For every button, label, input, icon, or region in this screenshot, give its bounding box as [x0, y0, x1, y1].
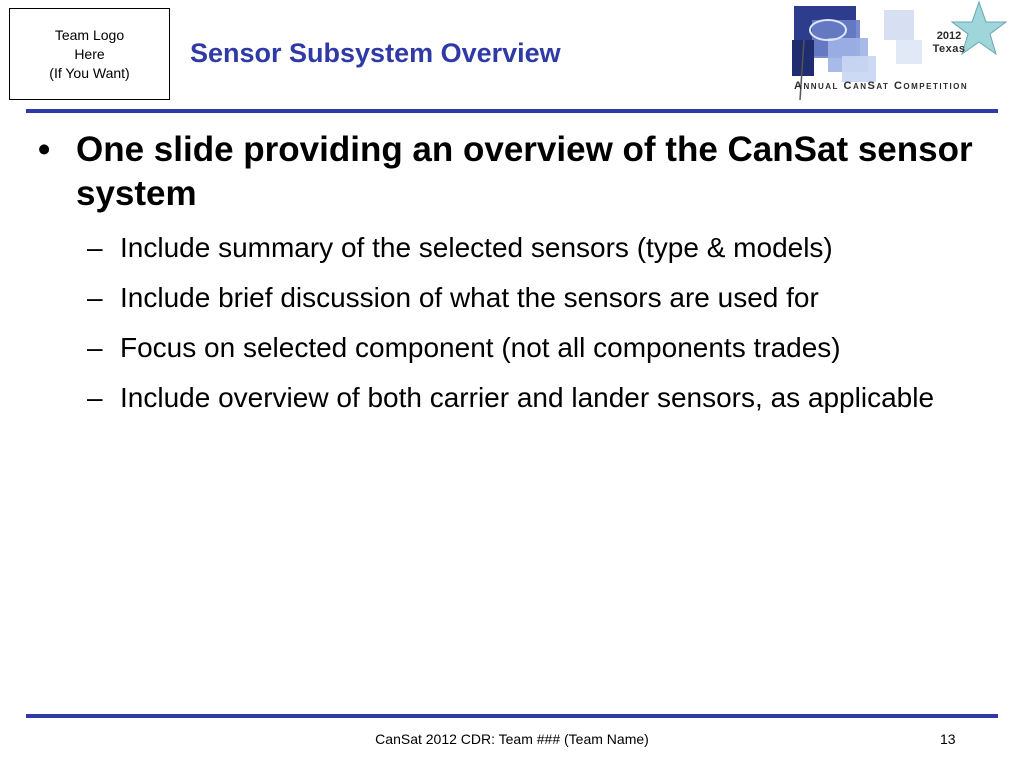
- footer-divider: [26, 714, 998, 718]
- logo-caption: Annual CanSat Competition: [794, 80, 969, 92]
- sub-bullet-text: Include overview of both carrier and lander sensors, as applicable: [120, 382, 935, 413]
- main-bullet-text: One slide providing an overview of the CanSat sensor system: [76, 130, 973, 213]
- bullet-dash: –: [87, 232, 103, 263]
- sub-bullet: [38, 228, 980, 268]
- sub-bullet-text: Focus on selected component (not all components trades): [120, 332, 841, 363]
- bullet-dash: –: [87, 332, 103, 363]
- cansat-competition-logo: [784, 0, 1008, 104]
- sub-bullet: [38, 328, 980, 368]
- sub-bullet: [38, 278, 980, 318]
- bullet-dot: •: [38, 130, 51, 169]
- team-logo-placeholder: [9, 8, 170, 100]
- page-number: 13: [940, 731, 956, 747]
- main-bullet: [38, 128, 976, 216]
- logo-state: Texas: [932, 43, 966, 55]
- header-divider: [26, 109, 998, 113]
- sub-bullet-list: [38, 228, 998, 418]
- logo-year: 2012: [936, 30, 962, 42]
- sub-bullet: [38, 378, 980, 418]
- slide-content: [38, 128, 998, 428]
- footer-text: CanSat 2012 CDR: Team ### (Team Name): [375, 731, 649, 747]
- sub-bullet-text: Include brief discussion of what the sensors are used for: [120, 282, 819, 313]
- page-title: Sensor Subsystem Overview: [190, 38, 561, 68]
- team-logo-line-1: Team Logo: [54, 26, 125, 43]
- team-logo-line-3: (If You Want): [49, 64, 130, 81]
- team-logo-line-2: Here: [74, 45, 105, 62]
- sub-bullet-text: Include summary of the selected sensors (type & models): [120, 232, 833, 263]
- bullet-dash: –: [87, 282, 103, 313]
- bullet-dash: –: [87, 382, 103, 413]
